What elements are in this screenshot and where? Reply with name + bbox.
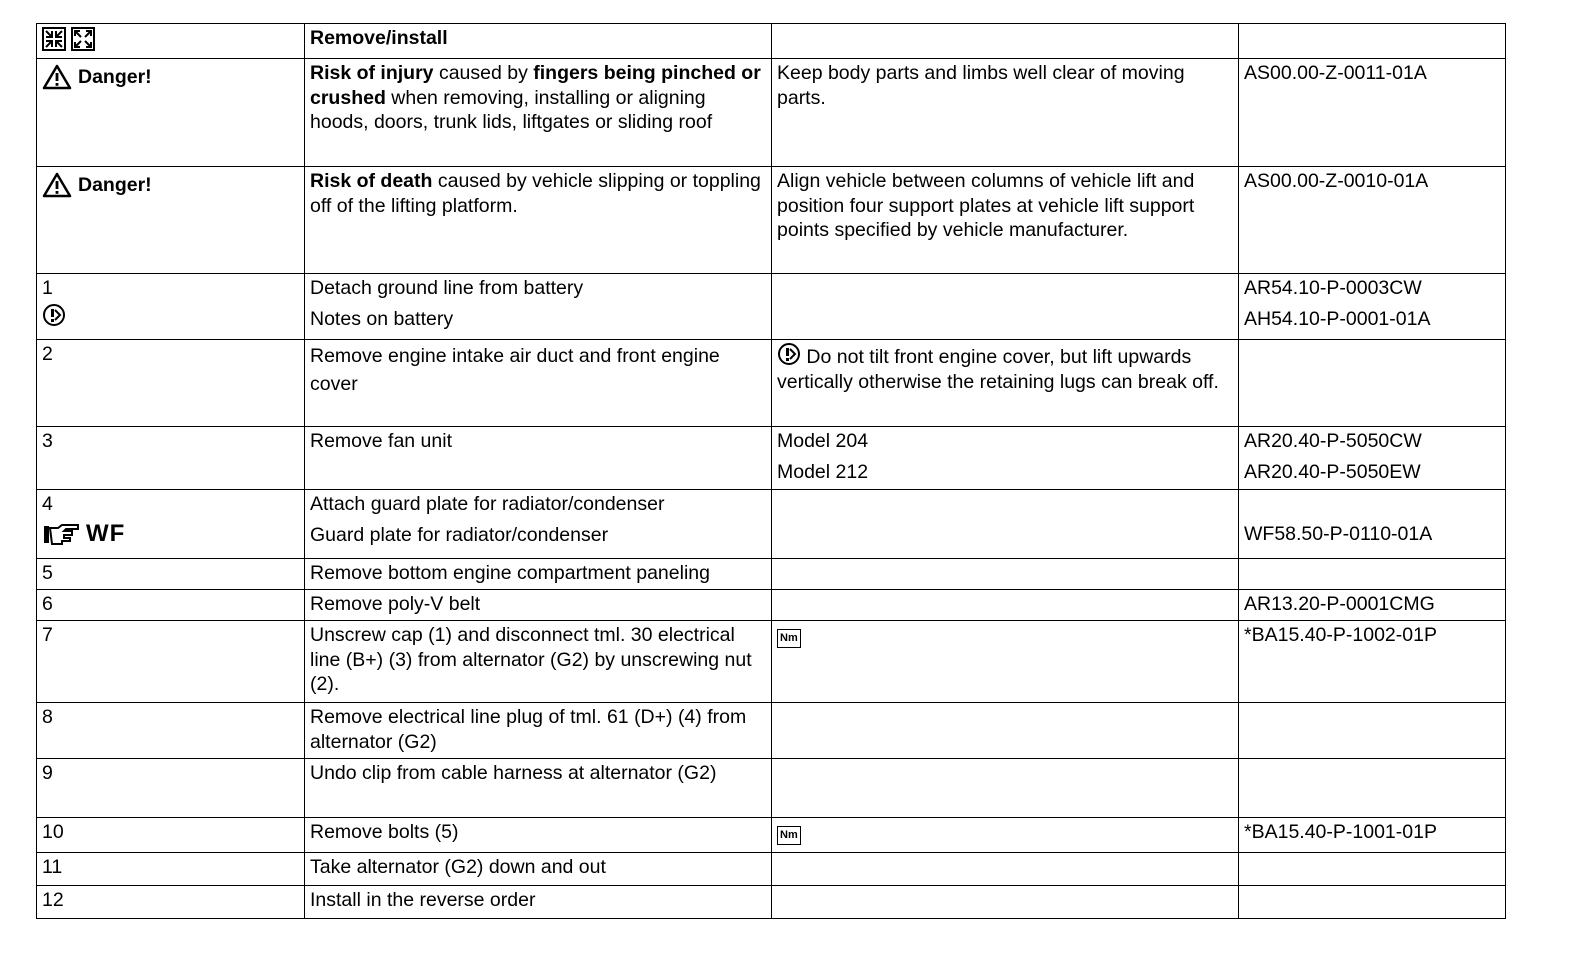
reference-link[interactable]: AS00.00-Z-0011-01A bbox=[1239, 59, 1506, 167]
step-number: 7 bbox=[37, 621, 305, 703]
note-icon bbox=[777, 342, 801, 366]
danger-label: Danger! bbox=[78, 173, 152, 196]
header-row bbox=[37, 24, 1506, 59]
step-text: Detach ground line from battery bbox=[310, 277, 584, 299]
step-number: 11 bbox=[37, 853, 305, 886]
note-icon bbox=[42, 303, 66, 327]
danger-description: Risk of injury caused by fingers being pinched or crushed when removing, installing or aligning hoods, doors, trunk lids, liftgates or sliding roof bbox=[305, 59, 772, 167]
step-row bbox=[37, 703, 1506, 759]
step-text: Unscrew cap (1) and disconnect tml. 30 electrical line (B+) (3) from alternator (G2) by unscrewing nut (2). bbox=[305, 621, 772, 703]
step-number: 8 bbox=[37, 703, 305, 759]
torque-icon[interactable]: Nm bbox=[777, 826, 801, 845]
step-text: Remove bolts (5) bbox=[305, 818, 772, 853]
torque-icon[interactable]: Nm bbox=[777, 629, 801, 648]
step-row bbox=[37, 340, 1506, 427]
reference-link[interactable]: AR20.40-P-5050EW bbox=[1244, 460, 1421, 483]
step-row bbox=[37, 621, 1506, 703]
danger-row bbox=[37, 167, 1506, 274]
header-icons-cell bbox=[37, 24, 305, 59]
warning-triangle-icon bbox=[42, 172, 72, 198]
step-text: Take alternator (G2) down and out bbox=[305, 853, 772, 886]
step-number: 10 bbox=[37, 818, 305, 853]
step-subtext: Guard plate for radiator/condenser bbox=[310, 523, 609, 546]
step-number: 12 bbox=[37, 886, 305, 919]
step-text: Remove poly-V belt bbox=[305, 590, 772, 621]
step-subtext: Notes on battery bbox=[310, 307, 454, 330]
step-row bbox=[37, 490, 1506, 559]
install-symbol-icon bbox=[71, 27, 95, 51]
remove-symbol-icon bbox=[42, 27, 66, 51]
danger-label: Danger! bbox=[78, 65, 152, 88]
reference-link[interactable]: AR54.10-P-0003CW bbox=[1244, 277, 1422, 299]
danger-row bbox=[37, 59, 1506, 167]
step-number: 2 bbox=[37, 340, 305, 427]
step-row bbox=[37, 274, 1506, 340]
reference-link[interactable]: WF58.50-P-0110-01A bbox=[1244, 523, 1433, 545]
warning-triangle-icon bbox=[42, 64, 72, 90]
step-text: Remove electrical line plug of tml. 61 (D+) (4) from alternator (G2) bbox=[305, 703, 772, 759]
step-row bbox=[37, 427, 1506, 490]
step-number: 5 bbox=[37, 559, 305, 590]
reference-link[interactable]: AH54.10-P-0001-01A bbox=[1244, 307, 1431, 330]
step-row bbox=[37, 759, 1506, 818]
reference-link[interactable]: AR13.20-P-0001CMG bbox=[1239, 590, 1506, 621]
step-number: 3 bbox=[37, 427, 305, 490]
step-number: 9 bbox=[37, 759, 305, 818]
model-note: Model 204 bbox=[777, 430, 869, 452]
step-text: Remove bottom engine compartment paneling bbox=[305, 559, 772, 590]
pointing-hand-icon bbox=[42, 523, 82, 545]
danger-note: Align vehicle between columns of vehicle lift and position four support plates at vehicle lift support points specified by vehicle manufacturer. bbox=[772, 167, 1239, 274]
reference-link[interactable]: *BA15.40-P-1001-01P bbox=[1239, 818, 1506, 853]
step-text: Install in the reverse order bbox=[305, 886, 772, 919]
step-row bbox=[37, 559, 1506, 590]
wf-label: WF bbox=[86, 519, 126, 547]
step-number: 1 bbox=[42, 277, 53, 299]
step-row bbox=[37, 853, 1506, 886]
step-text: Undo clip from cable harness at alternator (G2) bbox=[305, 759, 772, 818]
danger-note: Keep body parts and limbs well clear of moving parts. bbox=[772, 59, 1239, 167]
step-text: Remove engine intake air duct and front engine cover bbox=[305, 340, 772, 427]
step-text: Attach guard plate for radiator/condenser bbox=[310, 493, 665, 515]
reference-link[interactable]: *BA15.40-P-1002-01P bbox=[1239, 621, 1506, 703]
step-row bbox=[37, 886, 1506, 919]
step-number: 6 bbox=[37, 590, 305, 621]
model-note: Model 212 bbox=[777, 460, 869, 483]
step-row bbox=[37, 818, 1506, 853]
step-text: Remove fan unit bbox=[305, 427, 772, 490]
reference-link[interactable]: AS00.00-Z-0010-01A bbox=[1239, 167, 1506, 274]
page-title: Remove/install bbox=[305, 24, 772, 59]
procedure-table bbox=[36, 23, 1506, 919]
step-row bbox=[37, 590, 1506, 621]
step-number: 4 bbox=[42, 493, 53, 515]
danger-description: Risk of death caused by vehicle slipping or toppling off of the lifting platform. bbox=[305, 167, 772, 274]
reference-link[interactable]: AR20.40-P-5050CW bbox=[1244, 430, 1422, 452]
step-note: Do not tilt front engine cover, but lift upwards vertically otherwise the retaining lugs can break off. bbox=[777, 346, 1219, 393]
